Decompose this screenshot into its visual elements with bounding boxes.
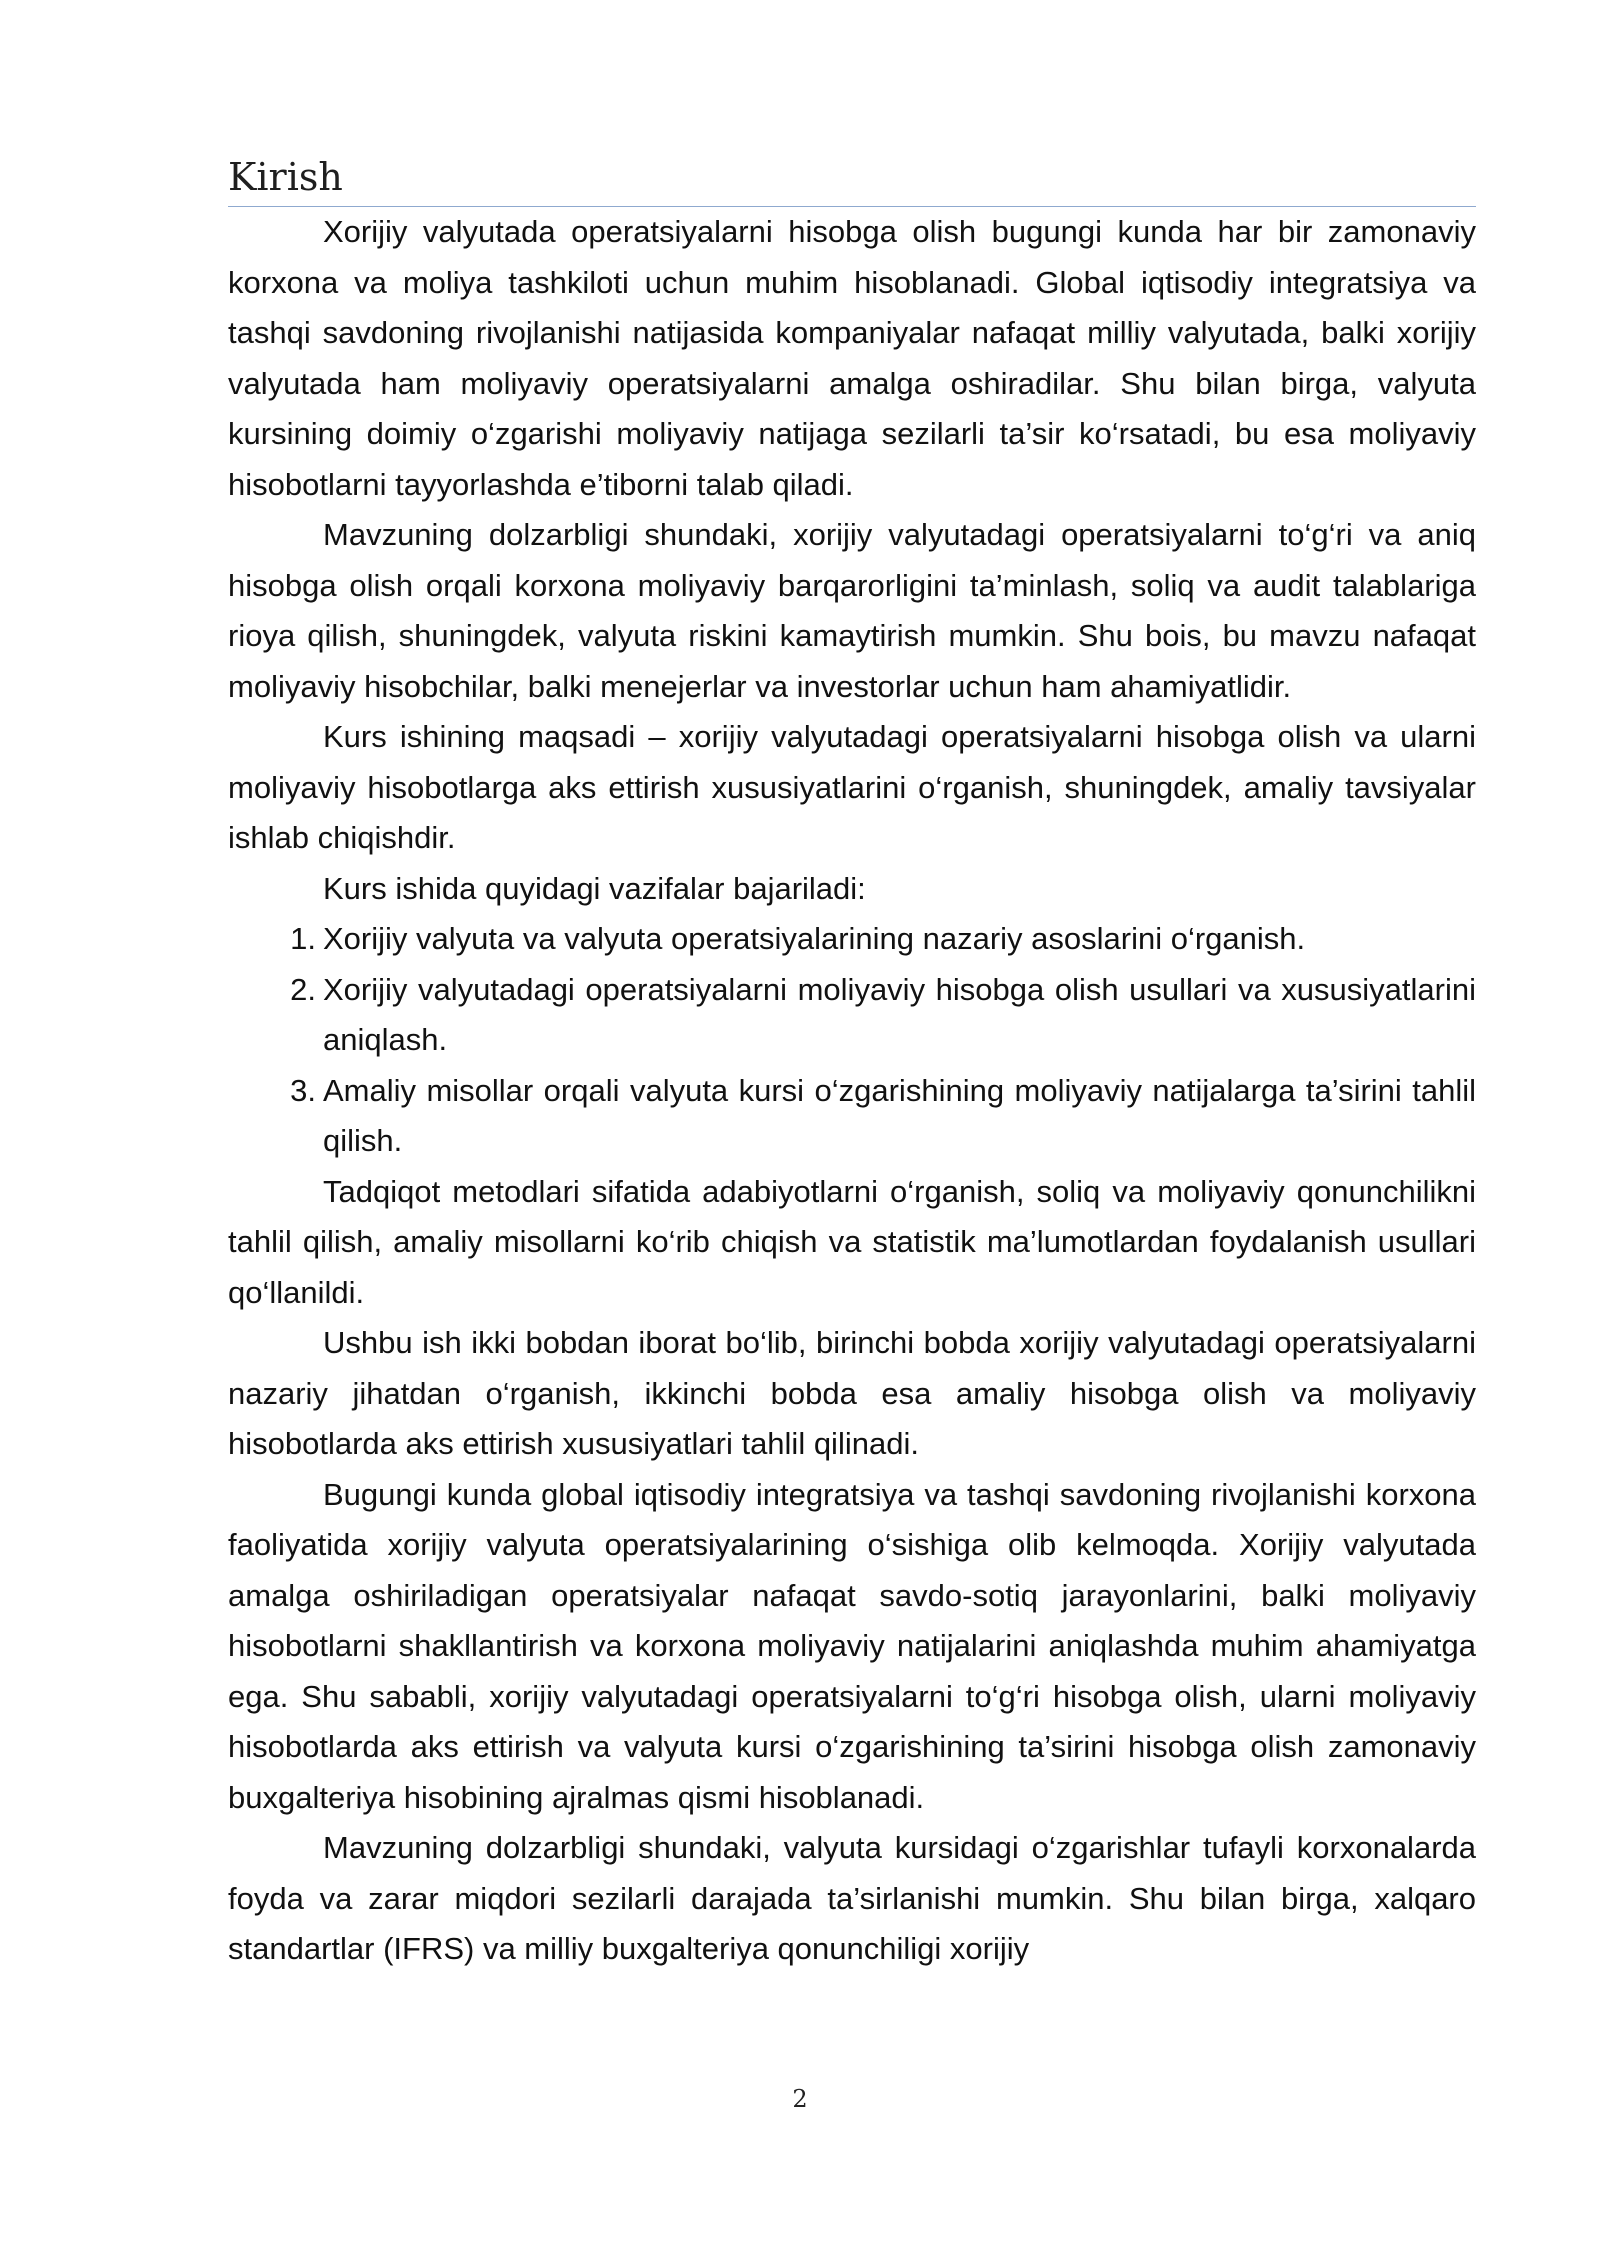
list-item-text: Xorijiy valyuta va valyuta operatsiyalarining nazariy asoslarini o‘rganish. xyxy=(323,921,1306,956)
page-number: 2 xyxy=(792,2085,808,2113)
paragraph-context: Bugungi kunda global iqtisodiy integratsiya va tashqi savdoning rivojlanishi korxona faoliyatida xorijiy valyuta operatsiyalarining o‘sishiga olib kelmoqda. Xorijiy valyutada amalga oshiriladigan operatsiyalar nafaqat savdo-sotiq jarayonlarini, balki moliyaviy hisobotlarni shakllantirish va korxona moliyaviy natijalarini aniqlashda muhim ahamiyatga ega. Shu sababli, xorijiy valyutadagi operatsiyalarni to‘g‘ri hisobga olish, ularni moliyaviy hisobotlarda aks ettirish va valyuta kursi o‘zgarishining ta’sirini hisobga olish zamonaviy buxgalteriya hisobining ajralmas qismi hisoblanadi. xyxy=(228,1476,1476,1815)
paragraph-intro: Xorijiy valyutada operatsiyalarni hisobga olish bugungi kunda har bir zamonaviy korxona va moliya tashkiloti uchun muhim hisoblanadi. Global iqtisodiy integratsiya va tashqi savdoning rivojlanishi natijasida kompaniyalar nafaqat milliy valyutada, balki xorijiy valyutada ham moliyaviy operatsiyalarni amalga oshiradilar. Shu bilan birga, valyuta kursining doimiy o‘zgarishi moliyaviy natijaga sezilarli ta’sir ko‘rsatadi, bu esa moliyaviy hisobotlarni tayyorlashda e’tiborni talab qiladi. xyxy=(228,214,1476,502)
page-content xyxy=(228,150,1476,1975)
paragraph-structure: Ushbu ish ikki bobdan iborat bo‘lib, birinchi bobda xorijiy valyutadagi operatsiyalarni nazariy jihatdan o‘rganish, ikkinchi bobda esa amaliy hisobga olish va moliyaviy hisobotlarda aks ettirish xususiyatlari tahlil qilinadi. xyxy=(228,1325,1476,1461)
tasks-list xyxy=(228,914,1476,1167)
list-item-number: 1. xyxy=(290,921,316,956)
list-item xyxy=(228,965,1476,1066)
list-item xyxy=(228,1066,1476,1167)
list-item-number: 3. xyxy=(290,1072,316,1108)
section-heading: Kirish xyxy=(228,150,1476,207)
body-text xyxy=(228,207,1476,1975)
paragraph-methods: Tadqiqot metodlari sifatida adabiyotlarni o‘rganish, soliq va moliyaviy qonunchilikni tahlil qilish, amaliy misollarni ko‘rib chiqish va statistik ma’lumotlardan foydalanish usullari qo‘llanildi. xyxy=(228,1173,1476,1310)
paragraph-relevance: Mavzuning dolzarbligi shundaki, xorijiy valyutadagi operatsiyalarni to‘g‘ri va aniq hisobga olish orqali korxona moliyaviy barqarorligini ta’minlash, soliq va audit talablariga rioya qilish, shuningdek, valyuta riskini kamaytirish mumkin. Shu bois, bu mavzu nafaqat moliyaviy hisobchilar, balki menejerlar va investorlar uchun ham ahamiyatlidir. xyxy=(228,517,1476,704)
list-item-text: Amaliy misollar orqali valyuta kursi o‘zgarishining moliyaviy natijalarga ta’sirini tahlil qilish. xyxy=(323,1072,1476,1158)
tasks-intro: Kurs ishida quyidagi vazifalar bajariladi: xyxy=(323,870,866,906)
paragraph-relevance-continued: Mavzuning dolzarbligi shundaki, valyuta kursidagi o‘zgarishlar tufayli korxonalarda foyda va zarar miqdori sezilarli darajada ta’sirlanishi mumkin. Shu bilan birga, xalqaro standartlar (IFRS) va milliy buxgalteriya qonunchiligi xorijiy xyxy=(228,1830,1476,1966)
list-item xyxy=(228,914,1476,965)
paragraph-goal: Kurs ishining maqsadi – xorijiy valyutadagi operatsiyalarni hisobga olish va ularni moliyaviy hisobotlarga aks ettirish xususiyatlarini o‘rganish, shuningdek, amaliy tavsiyalar ishlab chiqishdir. xyxy=(228,719,1476,855)
list-item-text: Xorijiy valyutadagi operatsiyalarni moliyaviy hisobga olish usullari va xususiyatlarini aniqlash. xyxy=(323,971,1476,1057)
list-item-number: 2. xyxy=(290,971,316,1007)
